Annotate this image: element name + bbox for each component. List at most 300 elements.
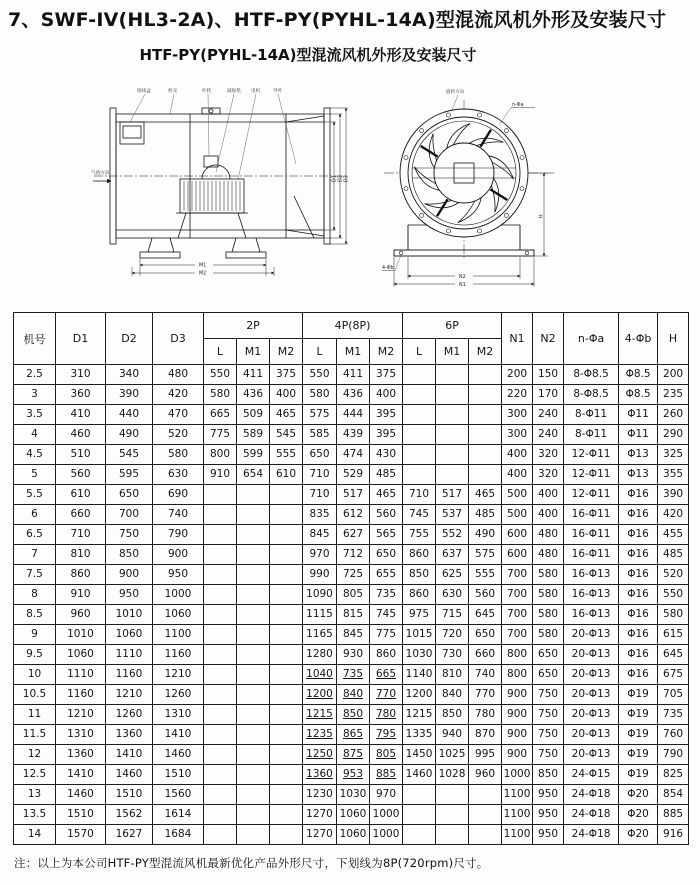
table-cell: 580 [658,605,689,625]
table-cell: 589 [237,425,270,445]
table-cell [469,825,502,845]
table-cell: 770 [469,685,502,705]
table-cell: 444 [337,405,370,425]
table-cell: 840 [337,685,370,705]
table-cell [237,525,270,545]
table-cell: 850 [533,765,564,785]
table-cell: 665 [370,665,403,685]
table-cell [403,365,436,385]
table-cell: 725 [337,565,370,585]
table-cell: 16-Φ13 [564,585,619,605]
table-cell [270,765,303,785]
table-cell: 1060 [106,625,153,645]
table-cell: 1450 [403,745,436,765]
table-cell: 735 [337,665,370,685]
table-row [14,445,689,465]
rotation-label: 旋转方向 [446,90,465,95]
table-cell: 20-Φ13 [564,625,619,645]
table-cell: 700 [106,505,153,525]
side-view-drawing [90,84,356,292]
table-cell: 1160 [106,665,153,685]
table-cell: 1140 [403,665,436,685]
table-cell: 400 [533,505,564,525]
table-cell: 650 [469,625,502,645]
table-cell: 436 [237,385,270,405]
height-dimension [528,173,548,256]
table-row [14,505,689,525]
table-cell [403,785,436,805]
table-cell: 885 [370,765,403,785]
table-cell: 810 [56,545,106,565]
table-cell: 7 [14,545,56,565]
table-row [14,585,689,605]
table-cell [237,505,270,525]
dim-label-d2: D2 [338,175,344,182]
table-cell: 1510 [153,765,204,785]
table-cell: 700 [502,625,533,645]
table-cell: 700 [502,585,533,605]
table-cell: 529 [337,465,370,485]
table-cell: 610 [56,485,106,505]
table-row [14,365,689,385]
table-cell: 1000 [502,765,533,785]
table-cell: 599 [237,445,270,465]
dimension-table [13,312,689,845]
table-cell [270,545,303,565]
table-cell: 800 [204,445,237,465]
table-cell [270,625,303,645]
table-cell: 575 [303,405,337,425]
table-cell: 550 [658,585,689,605]
table-cell: 400 [370,385,403,405]
table-cell: 340 [106,365,153,385]
table-cell: 300 [502,425,533,445]
table-cell: 580 [533,625,564,645]
callout-label: 接线盒 [137,89,151,94]
table-row [14,725,689,745]
table-cell [204,545,237,565]
base-foot-left [140,252,180,258]
col-header-m2: M2 [469,339,502,365]
table-cell: 1160 [153,645,204,665]
table-cell: 825 [658,765,689,785]
table-cell: 490 [106,425,153,445]
table-cell [204,665,237,685]
table-cell: 420 [658,505,689,525]
table-cell: 537 [436,505,469,525]
table-cell: 430 [370,445,403,465]
table-cell: 760 [658,725,689,745]
table-cell [469,365,502,385]
table-row [14,385,689,405]
table-cell: Φ19 [619,725,658,745]
table-cell [204,525,237,545]
table-cell: 740 [469,665,502,685]
table-cell: 465 [370,485,403,505]
table-cell: 1165 [303,625,337,645]
table-cell: 12.5 [14,765,56,785]
table-cell: 375 [370,365,403,385]
table-cell: 1627 [106,825,153,845]
table-cell: 1030 [337,785,370,805]
table-cell: Φ16 [619,625,658,645]
table-cell [270,585,303,605]
table-cell: 1410 [153,725,204,745]
table-cell: 1100 [502,825,533,845]
table-cell: 1060 [56,645,106,665]
table-cell: 390 [658,485,689,505]
table-cell: 1210 [106,685,153,705]
table-cell: 1460 [153,745,204,765]
table-cell: 650 [370,545,403,565]
table-row [14,745,689,765]
table-cell: Φ16 [619,585,658,605]
table-cell: 655 [370,565,403,585]
table-cell: 1510 [106,785,153,805]
table-cell: 1335 [403,725,436,745]
motor-fins [184,181,240,211]
table-cell: 6 [14,505,56,525]
table-cell: 5.5 [14,485,56,505]
table-cell: 850 [106,545,153,565]
callout-label: 叶轮 [202,89,212,94]
table-cell: 750 [533,685,564,705]
table-cell: Φ13 [619,465,658,485]
table-cell: 625 [436,565,469,585]
table-cell: 1000 [370,805,403,825]
table-cell: 3 [14,385,56,405]
table-cell [403,825,436,845]
table-row [14,665,689,685]
table-cell [270,525,303,545]
table-cell [469,385,502,405]
table-cell: 860 [403,585,436,605]
table-cell: 8-Φ8.5 [564,385,619,405]
callout-label: 导叶 [273,89,283,94]
table-cell: 1110 [106,645,153,665]
col-header-l: L [403,339,436,365]
table-cell: 1230 [303,785,337,805]
table-cell [237,605,270,625]
table-cell: Φ8.5 [619,385,658,405]
col-header-l: L [303,339,337,365]
table-cell: 790 [153,525,204,545]
table-cell: 975 [403,605,436,625]
table-cell [403,385,436,405]
table-cell [204,705,237,725]
table-cell: 520 [658,565,689,585]
table-cell: Φ13 [619,445,658,465]
table-row [14,785,689,805]
table-cell: 390 [106,385,153,405]
table-cell: 1210 [56,705,106,725]
table-cell: 712 [337,545,370,565]
table-cell: 320 [533,445,564,465]
table-cell: 745 [370,605,403,625]
table-cell: 900 [153,545,204,565]
table-cell: 290 [658,425,689,445]
table-cell [204,505,237,525]
table-cell: 735 [658,705,689,725]
col-header-d1: D1 [56,313,106,365]
table-cell [237,645,270,665]
table-cell: 930 [337,645,370,665]
table-cell [436,365,469,385]
table-cell [270,745,303,765]
table-cell: 1360 [106,725,153,745]
table-cell: 1000 [370,825,403,845]
table-cell: 1215 [403,705,436,725]
table-cell: Φ8.5 [619,365,658,385]
table-cell [237,765,270,785]
table-cell: 10 [14,665,56,685]
table-cell [270,725,303,745]
dim-label-m1: M1 [199,263,207,269]
table-cell: 24-Φ18 [564,805,619,825]
table-cell: 900 [106,565,153,585]
table-row [14,685,689,705]
table-cell: 800 [502,665,533,685]
table-cell [204,825,237,845]
table-cell: 660 [469,645,502,665]
table-cell: 12-Φ11 [564,465,619,485]
table-cell: 950 [533,805,564,825]
table-cell: 517 [337,485,370,505]
table-cell: 840 [436,685,469,705]
table-cell: 560 [370,505,403,525]
table-cell [270,705,303,725]
footnote: 注：以上为本公司HTF-PY型混流风机最新优化产品外形尺寸，下划线为8P(720rpm)尺寸。 [14,856,489,870]
table-cell: 850 [436,705,469,725]
table-cell: 400 [502,445,533,465]
table-cell: 860 [370,645,403,665]
table-cell [237,705,270,725]
table-cell: 200 [502,365,533,385]
table-cell [270,785,303,805]
table-cell: 710 [303,485,337,505]
dim-label-d3: D3 [344,175,350,182]
table-cell: Φ11 [619,405,658,425]
table-cell: 455 [658,525,689,545]
table-cell: 410 [56,405,106,425]
table-cell: 1310 [56,725,106,745]
table-cell: 13.5 [14,805,56,825]
dim-label-m2: M2 [199,271,207,277]
table-cell: Φ16 [619,525,658,545]
table-cell: 490 [469,525,502,545]
table-cell: 1110 [56,665,106,685]
table-cell: 750 [533,705,564,725]
table-cell: 395 [370,425,403,445]
table-cell: 1250 [303,745,337,765]
table-cell: 960 [469,765,502,785]
table-row [14,545,689,565]
dim-label-n2: N2 [459,275,466,280]
table-cell: Φ11 [619,425,658,445]
table-cell: 560 [469,585,502,605]
table-cell: 630 [436,585,469,605]
page-title: 7、SWF-IV(HL3-2A)、HTF-PY(PYHL-14A)型混流风机外形及安装尺寸 [8,9,667,31]
table-cell [204,805,237,825]
table-cell: 585 [303,425,337,445]
table-cell: 552 [436,525,469,545]
table-cell: Φ16 [619,505,658,525]
table-cell: 650 [533,645,564,665]
table-cell: 436 [337,385,370,405]
table-cell: 745 [403,505,436,525]
table-cell: 1570 [56,825,106,845]
table-cell: 1200 [303,685,337,705]
table-cell: 775 [370,625,403,645]
table-cell [204,745,237,765]
table-cell: 8-Φ8.5 [564,365,619,385]
table-cell: 1100 [502,805,533,825]
table-cell: 440 [106,405,153,425]
table-cell: 200 [658,365,689,385]
junction-box [120,122,144,144]
table-cell: 400 [533,485,564,505]
table-cell: 780 [370,705,403,725]
table-cell: 550 [204,365,237,385]
dim-label-h: H [539,214,545,218]
table-cell: 1510 [56,805,106,825]
table-cell: 860 [403,545,436,565]
table-cell [436,805,469,825]
table-cell: 1210 [153,665,204,685]
table-cell [403,445,436,465]
table-cell [403,805,436,825]
col-header-m2: M2 [370,339,403,365]
table-cell: 810 [436,665,469,685]
table-cell: 411 [337,365,370,385]
table-cell: 1684 [153,825,204,845]
table-cell: Φ20 [619,805,658,825]
table-cell: Φ16 [619,645,658,665]
table-cell: 665 [204,405,237,425]
table-cell: 260 [658,405,689,425]
table-cell: 845 [303,525,337,545]
table-cell: 1060 [153,605,204,625]
table-cell: 16-Φ11 [564,525,619,545]
table-cell: 650 [303,445,337,465]
table-cell: 800 [502,645,533,665]
table-cell: 9.5 [14,645,56,665]
table-cell: 950 [153,565,204,585]
table-cell [204,765,237,785]
table-cell: 150 [533,365,564,385]
base-hole [525,251,529,255]
table-cell: 520 [153,425,204,445]
table-cell: 1100 [153,625,204,645]
front-view-drawing [382,84,560,292]
table-cell: 360 [56,385,106,405]
table-cell: 24-Φ15 [564,765,619,785]
table-cell: 320 [533,465,564,485]
table-cell: Φ20 [619,825,658,845]
table-cell [403,405,436,425]
col-header-m1: M1 [337,339,370,365]
table-cell [204,785,237,805]
table-cell: 24-Φ18 [564,785,619,805]
col-group-4p8p: 4P(8P) [303,313,403,339]
table-cell: 20-Φ13 [564,665,619,685]
table-cell: Φ19 [619,685,658,705]
table-cell: 580 [153,445,204,465]
table-cell: 700 [502,565,533,585]
dim-label-n1: N1 [459,283,466,288]
table-cell: 910 [204,465,237,485]
table-cell [403,425,436,445]
table-cell [204,645,237,665]
table-cell [436,405,469,425]
table-cell [204,685,237,705]
table-cell: 1360 [56,745,106,765]
table-cell: 465 [469,485,502,505]
table-cell [469,445,502,465]
col-header-d3: D3 [153,313,204,365]
table-cell: 630 [153,465,204,485]
table-cell: 900 [502,745,533,765]
table-cell: 1410 [106,745,153,765]
table-cell: Φ19 [619,745,658,765]
table-cell: 4.5 [14,445,56,465]
table-cell [204,485,237,505]
table-cell: 500 [502,505,533,525]
table-cell: 1060 [337,805,370,825]
table-cell: 1040 [303,665,337,685]
table-cell: 850 [337,705,370,725]
table-cell: 11 [14,705,56,725]
col-group-6p: 6P [403,313,502,339]
col-header-m1: M1 [436,339,469,365]
table-cell: 16-Φ13 [564,565,619,585]
table-cell: 654 [237,465,270,485]
table-cell: 850 [403,565,436,585]
table-cell: 465 [270,405,303,425]
table-cell: 860 [56,565,106,585]
table-cell: 790 [658,745,689,765]
table-cell: 1030 [403,645,436,665]
table-cell: 20-Φ13 [564,745,619,765]
col-header-d2: D2 [106,313,153,365]
table-cell: 875 [337,745,370,765]
table-cell: 650 [106,485,153,505]
table-cell: 940 [436,725,469,745]
table-cell [436,785,469,805]
table-cell: 1235 [303,725,337,745]
table-cell: 375 [270,365,303,385]
table-cell: 1460 [106,765,153,785]
table-cell: 865 [337,725,370,745]
table-row [14,425,689,445]
table-cell [270,505,303,525]
table-cell [237,685,270,705]
table-cell: 8 [14,585,56,605]
table-cell [469,425,502,445]
table-cell: 1060 [337,825,370,845]
table-cell: 500 [502,485,533,505]
table-cell: 517 [436,485,469,505]
table-cell: 8-Φ11 [564,405,619,425]
table-cell: 595 [106,465,153,485]
col-group-2p: 2P [204,313,303,339]
table-cell: 400 [270,385,303,405]
table-cell: 795 [370,725,403,745]
table-cell: 900 [502,705,533,725]
table-cell: 474 [337,445,370,465]
table-cell: 6.5 [14,525,56,545]
table-cell: 1310 [153,705,204,725]
